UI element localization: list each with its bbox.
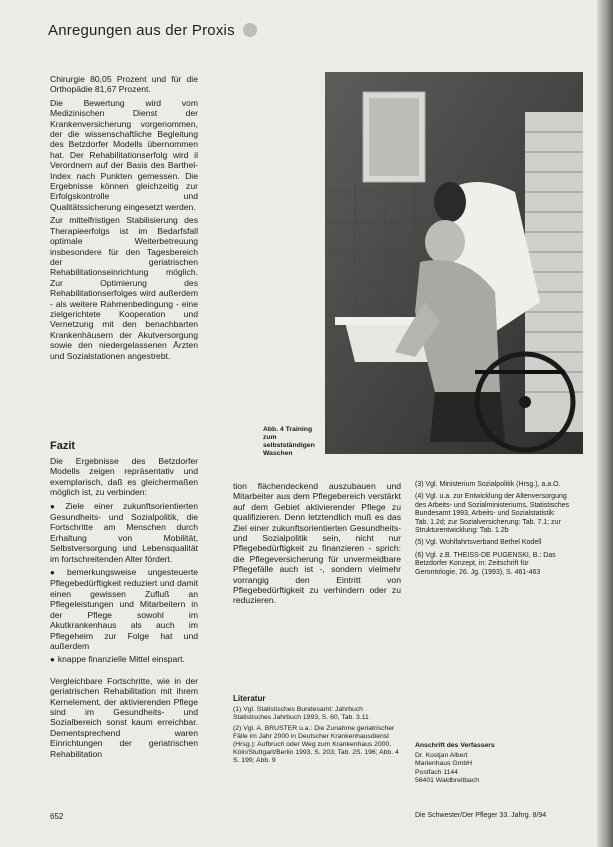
training-photo [325,72,583,454]
page-number: 652 [50,812,64,821]
literature-item: (2) Vgl. A. BRUSTER u.a.: Die Zunahme geriatrischer Fälle im Jahr 2000 in Deutscher Krankenhausdienst (Hrsg.): Aufbruch oder Weg zum Krankenhaus 2000, Köln/Stuttgart/Berlin 1993, S. 203; Tab. 2S. 196; Abb. 4 S. 199; Abb. 9 [233,725,399,764]
journal-footer: Die Schwester/Der Pfleger 33. Jahrg. 8/94 [415,812,547,819]
reference-item: (3) Vgl. Ministerium Sozialpolitik (Hrsg.), a.a.O. [415,481,561,488]
section-header [48,22,257,39]
column-1-top [50,74,198,364]
fazit-closing: Vergleichbare Fortschritte, wie in der geriatrischen Rehabilitation mit ihrem Kernelement, der aktivierenden Pflege sind im Gesundheits- und Sozialbereich sonst kaum erreichbar. Dementsprechend waren Einrichtungen der geriatrischen Rehabilitation [50,675,198,759]
section-header-title: Anregungen aus der Proxis [48,22,235,39]
header-dot-icon [243,23,257,37]
column-1-bottom [50,456,198,762]
author-address [415,742,565,785]
paragraph: Chirurgie 80,05 Prozent und für die Orthopädie 81,67 Prozent. [50,74,198,95]
photo-illustration [325,72,583,454]
fazit-intro: Die Ergebnisse des Betzdorfer Modells zeigen repräsentativ und exemplarisch, daß es gleichermaßen möglich ist, zu verbinden: [50,456,198,498]
bullet-item: ● knappe finanzielle Mittel einspart. [50,654,198,665]
column-2-text [233,481,401,609]
photo-caption: Abb. 4 Training zum selbstständigen Waschen [263,426,315,457]
author-address-title: Anschrift des Verfassers [415,742,495,749]
bullet-item: ● bemerkungsweise ungesteuerte Pflegebedürftigkeit reduziert und damit einen gewissen Zufluß an Pflegeleistungen und Mitarbeitern in der Pflege sowohl im Akutkrankenhaus als auch im Pflegeheim zur Folge hat und außerdem [50,567,198,651]
author-line: Postfach 1144 [415,768,458,776]
reference-item: (6) Vgl. z.B. THEISS-DE PUGENSKI, B.: Das Betzdorfer Konzept, in: Zeitschrift für Gerontologie, 26. Jg. (1993), S. 461-463 [415,551,556,576]
references-column [415,481,570,581]
reference-item: (4) Vgl. u.a. zur Entwicklung der Altenversorgung des Arbeits- und Sozialministeriums, Statistisches Bundesamt 1993, Arbeits- und Sozialstatistik: Tab. 1.2d; zur Sozialversicherung: Tab. 7.1; zur Strukturentwicklung: Tab. 1.2b [415,493,570,535]
paragraph: Die Bewertung wird vom Medizinischen Dienst der Krankenversicherung vorgenommen, der die wissenschaftliche Begleitung des Betzdorfer Modells übernommen hat. Der Rehabilitationserfolg wird il Verordnern auf der Basis des Barthel-Index nach Punkten gemessen. Die Ergebnisse können gleichzeitig zur Erfolgskontrolle und Qualitätssicherung eingesetzt werden. [50,97,198,212]
paragraph: tion flächendeckend auszubauen und Mitarbeiter aus dem Pflegebereich verstärkt auf dem Gebiet aktivierender Pflege zu qualifizieren. Denn letztendlich muß es das Ziel einer zukunftsorientierten Gesundheits- und Sozialpolitik sein, nicht nur Pflegebedürftigkeit zu finanzieren - sprich: die Pflegeversicherung für unvermeidbare Pflegefälle auch ist -, sondern vielmehr vorrangig den Eintritt von Pflegebedürftigkeit zu verhindern oder zu reduzieren. [233,481,401,606]
fazit-heading: Fazit [50,440,76,452]
literature-item: (1) Vgl. Statistisches Bundesamt: Jahrbuch Statistisches Jahrbuch 1993, S. 60, Tab. 3.11 [233,706,369,721]
author-line: Marienhaus GmbH [415,760,473,768]
author-line: 56401 Waldbreitbach [415,776,479,784]
page-binding-shadow [597,0,613,847]
author-line: Dr. Kostjan Albert [415,752,468,760]
literature-heading: Literatur [233,694,266,703]
reference-item: (5) Vgl. Wohlfahrtsverband Bethel Kodell [415,539,542,547]
bullet-item: ● Ziele einer zukunftsorientierten Gesundheits- und Sozialpolitik, die Fortschritte am Menschen durch Erhaltung von Mobilität, Selbstversorgung und Lebensqualität im fortschreitenden Alter fördert. [50,501,198,564]
paragraph: Zur mittelfristigen Stabilisierung des Therapieerfolgs ist im Bedarfsfall optimale Weiterbetreuung insbesondere für den Tagesbereich der geriatrischen Rehabilitationseinrichtung möglich. Zur Optimierung des Rehabilitationserfolges wird außerdem - als weitere Rahmenbedingung - eine zielgerichtete Kooperation und Vernetzung mit den benachbarten Krankenhäusern der Akutversorgung sowie den niedergelassenen Ärzten und Sozialstationen angestrebt. [50,215,198,361]
literature-list [233,706,401,768]
